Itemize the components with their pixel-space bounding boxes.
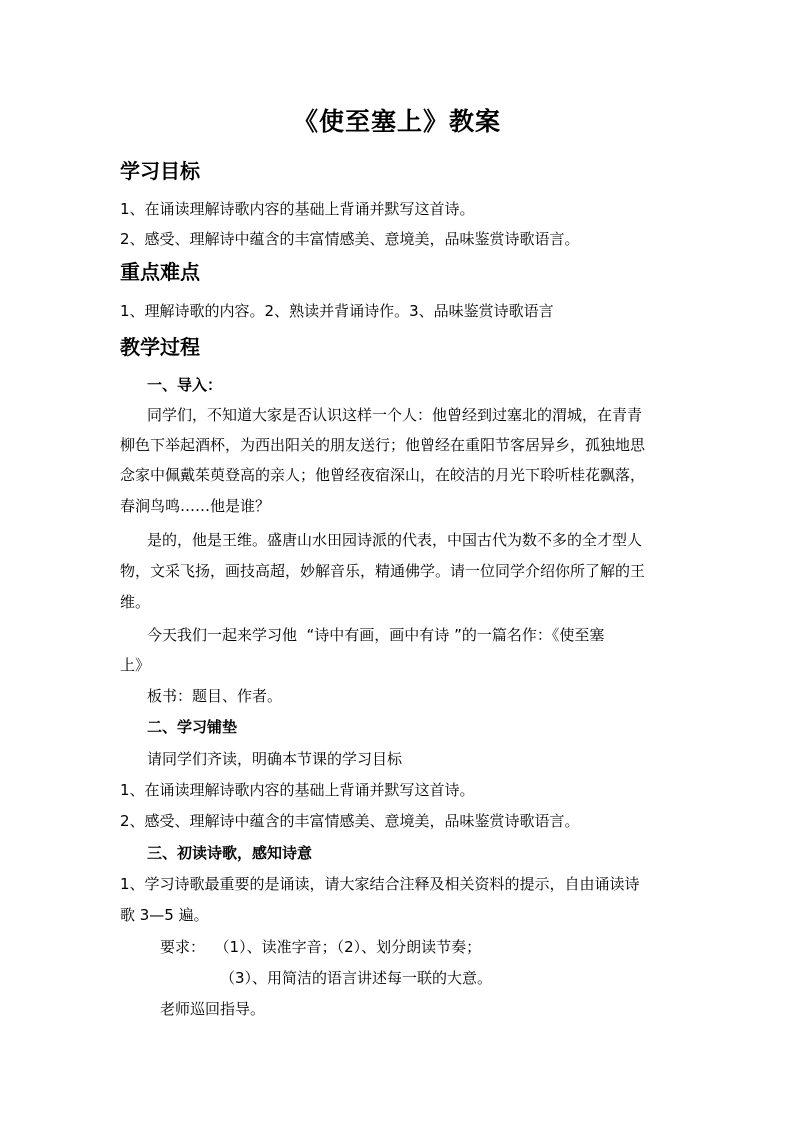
paragraph-line: 物，文采飞扬，画技高超，妙解音乐，精通佛学。请一位同学介绍你所了解的王 — [120, 562, 646, 580]
paragraph-line: 是的，他是王维。盛唐山水田园诗派的代表，中国古代为数不多的全才型人 — [147, 531, 643, 549]
paragraph-line: 同学们，不知道大家是否认识这样一个人：他曾经到过塞北的渭城，在青青 — [147, 406, 643, 424]
section-heading-process: 教学过程 — [120, 335, 200, 359]
requirement-line: （3）、用简洁的语言讲述每一联的大意。 — [220, 969, 493, 987]
paragraph-line: 歌 3—5 遍。 — [120, 906, 209, 924]
paragraph-line: 上》 — [120, 656, 151, 674]
paragraph-line: 今天我们一起来学习他 “诗中有画，画中有诗 ”的一篇名作：《使至塞 — [147, 626, 605, 644]
document-title: 《使至塞上》教案 — [292, 107, 501, 136]
keypoints-text: 1、理解诗歌的内容。2、熟读并背诵诗作。3、品味鉴赏诗歌语言 — [120, 302, 554, 320]
section-heading-keypoints: 重点难点 — [120, 260, 200, 284]
paragraph-line: 维。 — [120, 593, 151, 611]
goal-item: 2、感受、理解诗中蕴含的丰富情感美、意境美，品味鉴赏诗歌语言。 — [120, 812, 580, 830]
paragraph-line: 念家中佩戴茱萸登高的亲人；他曾经夜宿深山，在皎洁的月光下聆听桂花飘落， — [120, 466, 646, 484]
paragraph-line: 柳色下举起酒杯，为西出阳关的朋友送行；他曾经在重阳节客居异乡，孤独地思 — [120, 436, 646, 454]
goal-item: 1、在诵读理解诗歌内容的基础上背诵并默写这首诗。 — [120, 781, 475, 799]
paragraph-line: 请同学们齐读，明确本节课的学习目标 — [147, 750, 403, 768]
paragraph-line: 春涧鸟鸣……他是谁？ — [120, 497, 271, 515]
subheading-intro: 一、导入： — [147, 376, 223, 394]
goal-item: 2、感受、理解诗中蕴含的丰富情感美、意境美，品味鉴赏诗歌语言。 — [120, 230, 580, 248]
section-heading-goals: 学习目标 — [120, 159, 200, 183]
requirement-line: 要求： （1）、读准字音；（2）、划分朗读节奏； — [160, 938, 482, 956]
subheading-pave: 二、学习铺垫 — [147, 718, 238, 736]
goal-item: 1、在诵读理解诗歌内容的基础上背诵并默写这首诗。 — [120, 200, 475, 218]
paragraph-line: 1、学习诗歌最重要的是诵读，请大家结合注释及相关资料的提示，自由诵读诗 — [120, 875, 640, 893]
board-note: 板书：题目、作者。 — [147, 687, 283, 705]
subheading-firstread: 三、初读诗歌，感知诗意 — [147, 844, 313, 862]
paragraph-line: 老师巡回指导。 — [160, 1000, 266, 1018]
